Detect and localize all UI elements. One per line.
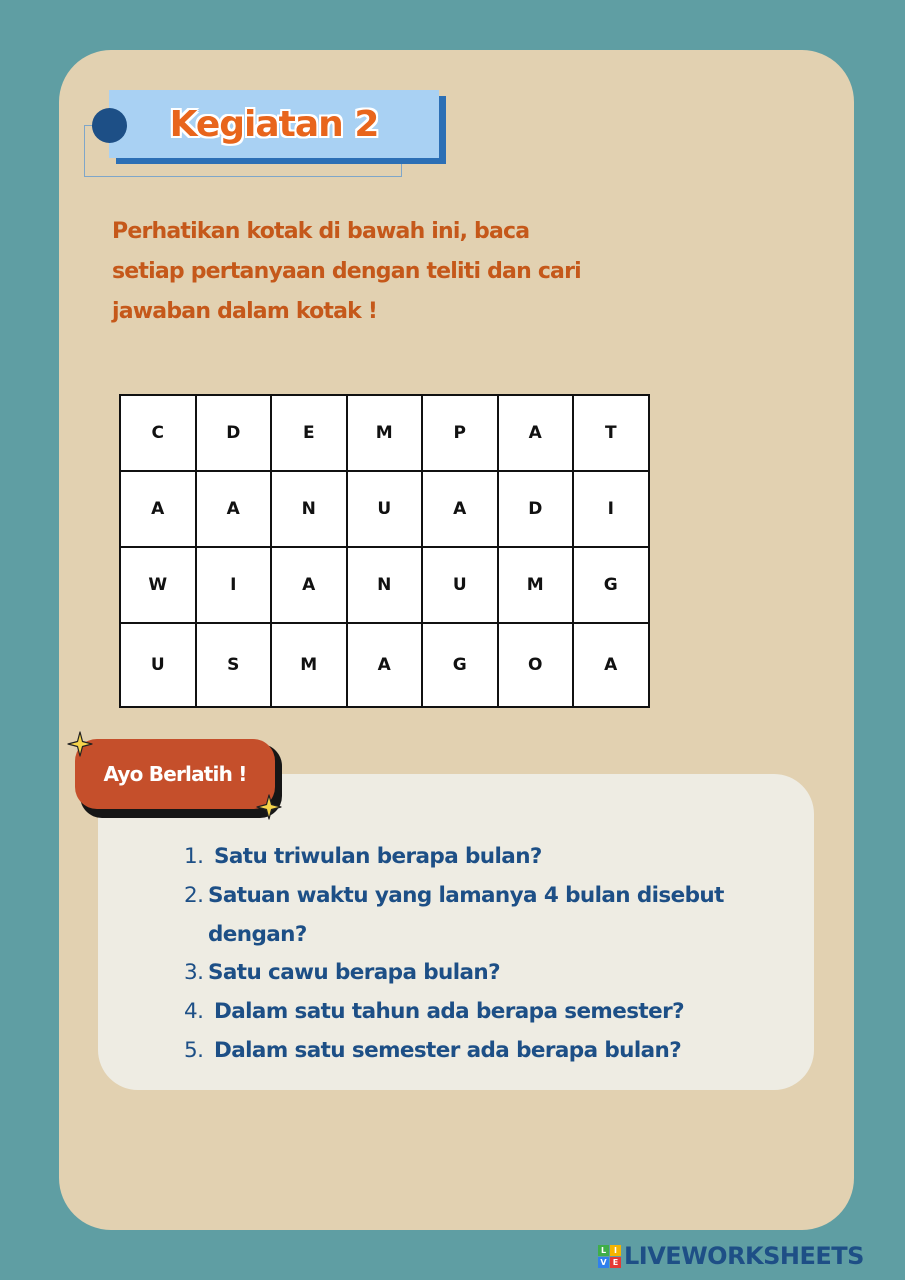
instruction-line: jawaban dalam kotak ! (112, 299, 378, 324)
logo-letter: I (610, 1245, 621, 1256)
practice-badge-label: Ayo Berlatih ! (103, 762, 247, 786)
sparkle-icon (256, 794, 282, 820)
sparkle-icon (67, 731, 93, 757)
grid-cell[interactable]: U (422, 547, 498, 623)
practice-badge (75, 739, 275, 809)
grid-cell[interactable]: A (196, 471, 272, 547)
liveworksheets-logo-icon (598, 1245, 621, 1268)
question-number: 2. (184, 882, 204, 908)
grid-row (120, 471, 649, 547)
grid-cell[interactable]: A (347, 623, 423, 707)
question-item (184, 1032, 784, 1071)
grid-cell[interactable]: W (120, 547, 196, 623)
question-item (184, 877, 784, 955)
instruction-text (112, 212, 612, 332)
grid-cell[interactable]: U (347, 471, 423, 547)
grid-cell[interactable]: A (422, 471, 498, 547)
grid-cell[interactable]: T (573, 395, 649, 471)
grid-cell[interactable]: G (573, 547, 649, 623)
grid-cell[interactable]: M (498, 547, 574, 623)
instruction-line: Perhatikan kotak di bawah ini, baca (112, 219, 530, 244)
grid-cell[interactable]: S (196, 623, 272, 707)
logo-letter: E (610, 1257, 621, 1268)
question-text: Dalam satu tahun ada berapa semester? (214, 999, 684, 1025)
grid-cell[interactable]: D (498, 471, 574, 547)
grid-cell[interactable]: A (498, 395, 574, 471)
logo-letter: V (598, 1257, 609, 1268)
grid-cell[interactable]: G (422, 623, 498, 707)
grid-cell[interactable]: N (347, 547, 423, 623)
question-item (184, 993, 784, 1032)
question-text: Satu triwulan berapa bulan? (214, 844, 542, 869)
title-banner (109, 90, 439, 158)
question-text: Dalam satu semester ada berapa bulan? (214, 1037, 682, 1063)
title-dot-decoration (92, 108, 127, 143)
grid-cell[interactable]: A (573, 623, 649, 707)
grid-row (120, 623, 649, 707)
grid-cell[interactable]: M (271, 623, 347, 707)
question-item (184, 954, 784, 993)
question-text: Satu cawu berapa bulan? (208, 960, 500, 986)
grid-cell[interactable]: P (422, 395, 498, 471)
question-number: 4. (184, 999, 204, 1025)
question-number: 3. (184, 960, 204, 986)
question-number: 5. (184, 1037, 204, 1063)
grid-cell[interactable]: A (271, 547, 347, 623)
grid-cell[interactable]: U (120, 623, 196, 707)
grid-cell[interactable]: C (120, 395, 196, 471)
question-item (184, 838, 784, 877)
logo-letter: L (598, 1245, 609, 1256)
grid-cell[interactable]: N (271, 471, 347, 547)
instruction-line: setiap pertanyaan dengan teliti dan cari (112, 259, 581, 284)
question-number: 1. (184, 844, 204, 869)
grid-cell[interactable]: D (196, 395, 272, 471)
grid-row (120, 547, 649, 623)
grid-row (120, 395, 649, 471)
question-list (184, 838, 784, 1071)
grid-cell[interactable]: O (498, 623, 574, 707)
question-text: Satuan waktu yang lamanya 4 bulan disebut dengan? (208, 882, 724, 947)
grid-cell[interactable]: I (196, 547, 272, 623)
word-search-grid (119, 394, 650, 708)
liveworksheets-wordmark: LIVEWORKSHEETS (624, 1242, 864, 1270)
grid-cell[interactable]: I (573, 471, 649, 547)
page-title: Kegiatan 2 (169, 103, 379, 145)
grid-cell[interactable]: A (120, 471, 196, 547)
grid-cell[interactable]: E (271, 395, 347, 471)
liveworksheets-branding[interactable] (598, 1240, 864, 1272)
grid-cell[interactable]: M (347, 395, 423, 471)
